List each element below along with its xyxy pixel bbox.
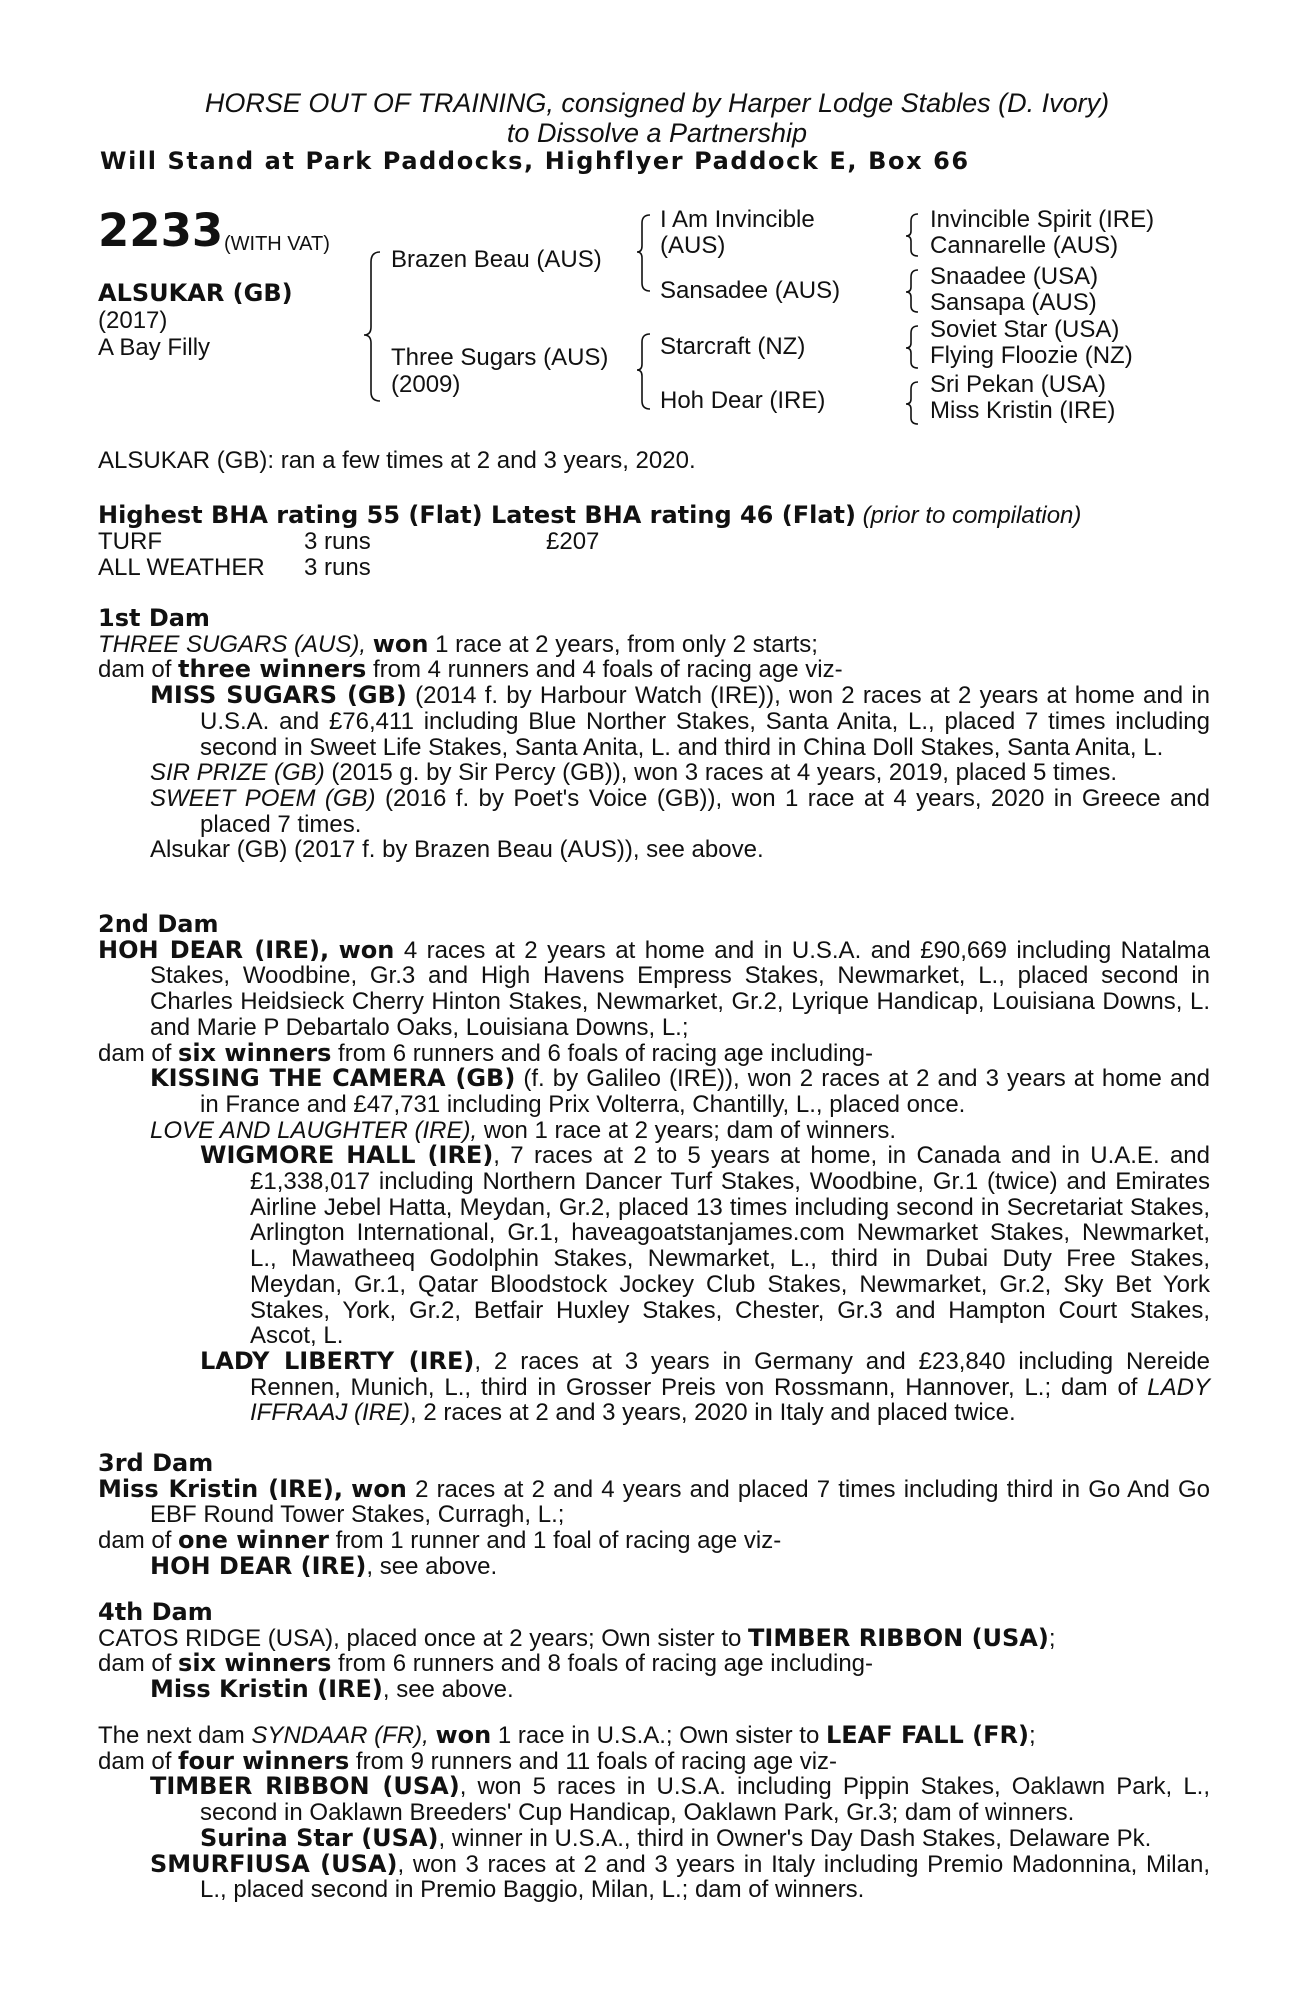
smurfiusa-entry: SMURFIUSA (USA), won 3 races at 2 and 3 years in Italy including Premio Madonnina, Milan, L., placed second in Premio Baggio, Milan, L.; dam of winners. xyxy=(150,1849,1211,1904)
surina-star-entry: Surina Star (USA), winner in U.S.A., third in Owner's Day Dash Stakes, Delaware Pk. xyxy=(200,1823,1152,1852)
grand-2: Cannarelle (AUS) xyxy=(930,232,1119,259)
dam-dam: Hoh Dear (IRE) xyxy=(660,387,826,414)
catos-ridge-entry: CATOS RIDGE (USA), placed once at 2 years; Own sister to TIMBER RIBBON (USA); xyxy=(98,1623,1056,1652)
fourth-dam-section xyxy=(98,1600,1210,1703)
grand-3: Snaadee (USA) xyxy=(930,263,1099,290)
sire-dam: Sansadee (AUS) xyxy=(660,277,841,304)
first-dam-section xyxy=(98,606,1210,863)
third-dam-heading: 3rd Dam xyxy=(98,1449,214,1477)
fourth-dam-heading: 4th Dam xyxy=(98,1598,213,1626)
kissing-the-camera-entry: KISSING THE CAMERA (GB) (f. by Galileo (IRE)), won 2 races at 2 and 3 years at home and in France and £47,731 including Prix Volterra, Chantilly, L., placed once. xyxy=(150,1064,1211,1118)
love-and-laughter-entry: LOVE AND LAUGHTER (IRE), won 1 race at 2 years; dam of winners. xyxy=(150,1116,897,1144)
aw-label: ALL WEATHER xyxy=(98,554,265,581)
miss-sugars-entry: MISS SUGARS (GB) (2014 f. by Harbour Watch (IRE)), won 2 races at 2 years at home and in U.S.A. and £76,411 including Blue Norther Stakes, Santa Anita, L., placed 7 times including second in Sweet Life Stakes, Santa Anita, L. and third in China Doll Stakes, Santa Anita, L. xyxy=(150,681,1210,761)
grand-6: Flying Floozie (NZ) xyxy=(930,342,1133,369)
aw-runs: 3 runs xyxy=(304,554,371,581)
miss-kristin-ref: Miss Kristin (IRE), see above. xyxy=(150,1675,514,1704)
first-dam-produce: dam of three winners from 4 runners and 4 foals of racing age viz- xyxy=(98,655,843,684)
ratings-bold: Highest BHA rating 55 (Flat) Latest BHA rating 46 (Flat) xyxy=(98,501,856,529)
alsukar-entry: Alsukar (GB) (2017 f. by Brazen Beau (AUS)), see above. xyxy=(150,836,764,864)
third-dam-produce: dam of one winner from 1 runner and 1 foal of racing age viz- xyxy=(98,1526,782,1555)
second-dam-produce: dam of six winners from 6 runners and 6 foals of racing age including- xyxy=(98,1038,874,1067)
grand-1: Invincible Spirit (IRE) xyxy=(930,206,1155,233)
sir-prize-entry: SIR PRIZE (GB) (2015 g. by Sir Percy (GB)), won 3 races at 4 years, 2019, placed 5 times. xyxy=(150,759,1118,787)
next-dam-produce: dam of four winners from 9 runners and 11 foals of racing age viz- xyxy=(98,1746,838,1775)
third-dam-section xyxy=(98,1451,1210,1580)
race-summary: ALSUKAR (GB): ran a few times at 2 and 3 years, 2020. xyxy=(98,447,696,474)
fourth-dam-produce: dam of six winners from 6 runners and 8 foals of racing age including- xyxy=(98,1649,874,1678)
sire: Brazen Beau (AUS) xyxy=(391,246,602,273)
hoh-dear-ref: HOH DEAR (IRE), see above. xyxy=(150,1551,498,1580)
grand-8: Miss Kristin (IRE) xyxy=(930,397,1116,424)
stabling-location: Will Stand at Park Paddocks, Highflyer Paddock E, Box 66 xyxy=(100,147,970,175)
second-dam-section xyxy=(98,912,1210,1426)
consignor-line: HORSE OUT OF TRAINING, consigned by Harper Lodge Stables (D. Ivory) xyxy=(204,88,1110,118)
dam: Three Sugars (AUS) xyxy=(391,344,609,371)
grand-5: Soviet Star (USA) xyxy=(930,316,1120,343)
turf-money: £207 xyxy=(546,528,600,555)
timber-ribbon-entry: TIMBER RIBBON (USA), won 5 races in U.S.A. including Pippin Stakes, Oaklawn Park, L., second in Oaklawn Breeders' Cup Handicap, Oaklawn Park, Gr.3; dam of winners. xyxy=(150,1772,1210,1827)
horse-description: A Bay Filly xyxy=(98,334,211,361)
lot-number: 2233 xyxy=(98,204,224,257)
ratings-line xyxy=(98,503,1210,529)
miss-kristin-entry: Miss Kristin (IRE), won 2 races at 2 and 4 years and placed 7 times including third in Go And Go EBF Round Tower Stakes, Curragh, L.; xyxy=(98,1474,1211,1529)
dam-year: (2009) xyxy=(391,371,461,398)
syndaar-entry: The next dam SYNDAAR (FR), won 1 race in U.S.A.; Own sister to LEAF FALL (FR); xyxy=(98,1721,1036,1749)
next-dam-section xyxy=(98,1723,1210,1903)
grand-7: Sri Pekan (USA) xyxy=(930,371,1107,398)
hoh-dear-entry: HOH DEAR (IRE), won 4 races at 2 years at home and in U.S.A. and £90,669 including Natalma Stakes, Woodbine, Gr.3 and High Havens Empress Stakes, Newmarket, L., placed second in Charles Heidsieck Cherry Hinton Stakes, Newmarket, Gr.2, Lyrique Handicap, Louisiana Downs, L. and Marie P Debartalo Oaks, Louisiana Downs, L.; xyxy=(98,935,1211,1041)
sweet-poem-entry: SWEET POEM (GB) (2016 f. by Poet's Voice (GB)), won 1 race at 4 years, 2020 in Greece and placed 7 times. xyxy=(150,784,1211,838)
lady-liberty-entry: LADY LIBERTY (IRE), 2 races at 3 years in Germany and £23,840 including Nereide Rennen, Munich, L., third in Grosser Preis von Rossmann, Hannover, L.; dam of LADY IFFRAAJ (IRE), 2 races at 2 and 3 years, 2020 in Italy and placed twice. xyxy=(200,1346,1210,1427)
consignor-reason: to Dissolve a Partnership xyxy=(506,118,808,148)
second-dam-heading: 2nd Dam xyxy=(98,910,219,938)
horse-name: ALSUKAR (GB) xyxy=(98,279,293,307)
dam-sire: Starcraft (NZ) xyxy=(660,333,806,360)
first-dam-heading: 1st Dam xyxy=(98,604,210,632)
grand-4: Sansapa (AUS) xyxy=(930,289,1097,316)
turf-label: TURF xyxy=(98,528,162,555)
vat-note: (WITH VAT) xyxy=(224,233,330,255)
ratings-note: (prior to compilation) xyxy=(862,502,1082,529)
first-dam-line: THREE SUGARS (AUS), won 1 race at 2 years, from only 2 starts; xyxy=(98,629,818,658)
wigmore-hall-entry: WIGMORE HALL (IRE), 7 races at 2 to 5 years at home, in Canada and in U.A.E. and £1,338,017 including Northern Dancer Turf Stakes, Woodbine, Gr.1 (twice) and Emirates Airline Jebel Hatta, Meydan, Gr.2, placed 13 times including second in Secretariat Stakes, Arlington International, Gr.1, haveagoatstanjames.com Newmarket Stakes, Newmarket, L., Mawatheeq Godolphin Stakes, Newmarket, L., third in Dubai Duty Free Stakes, Meydan, Gr.1, Qatar Bloodstock Jockey Club Stakes, Newmarket, Gr.2, Sky Bet York Stakes, York, Gr.2, Betfair Huxley Stakes, Chester, Gr.3 and Hampton Court Stakes, Ascot, L. xyxy=(200,1141,1210,1350)
sire-sire-line2: (AUS) xyxy=(660,232,726,259)
horse-year: (2017) xyxy=(98,307,168,334)
turf-runs: 3 runs xyxy=(304,528,371,555)
sire-sire-line1: I Am Invincible xyxy=(660,206,815,233)
